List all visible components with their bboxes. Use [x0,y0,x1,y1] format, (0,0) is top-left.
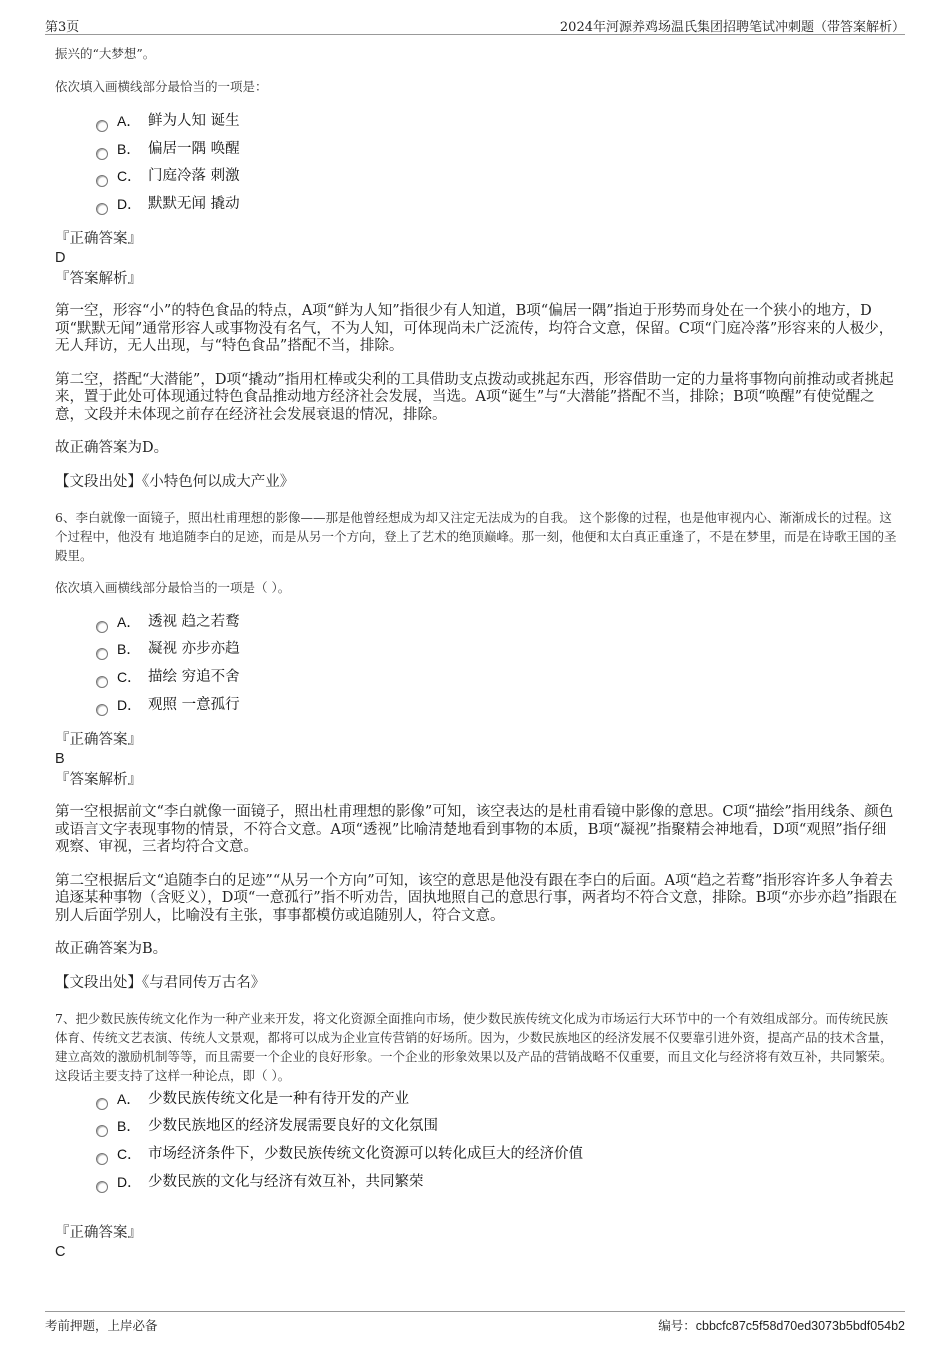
q7-stem: 7、把少数民族传统文化作为一种产业来开发，将文化资源全面推向市场，使少数民族传统文化成为市场运行大环节中的一个有效组成部分。而传统民族体育、传统文艺表演、传统人文景观，都将可以成为企业宣传营销的好场所。因为，少数民族地区的经济发展不仅要靠引进外资，提高产品的技术含量，建立高效的激励机制等等，而且需要一个企业的良好形象。一个企业的形象效果以及产品的营销战略不仅重要，而且文化与经济将有效互补，共同繁荣。 [55,1010,893,1064]
q5-analysis-3: 故正确答案为D。 [55,440,169,457]
document-code-value: cbbcfc87c5f58d70ed3073b5bdf054b2 [695,1319,905,1333]
q6-analysis-1: 第一空根据前文“李白就像一面镜子，照出杜甫理想的影像”可知，该空表达的是杜甫看镜中影像的意思。C项“描绘”指用线条、颜色或语言文字表现事物的情景，不符合文意。A项“透视”比喻清楚地看到事物的本质，B项“凝视”指聚精会神地看，D项“观照”指仔细观察、审视，三者均符合文意。 [55,804,894,856]
q5-stem-tail: 振兴的“大梦想”。 [55,46,156,61]
q6-option-b[interactable]: B． 凝视 亦步亦趋 [55,643,900,671]
document-title: 2024年河源养鸡场温氏集团招聘笔试冲刺题（带答案解析） [559,20,905,35]
q6-analysis-3: 故正确答案为B。 [55,941,168,958]
q5-analysis-label: 『答案解析』 [55,271,142,288]
q5-option-a[interactable]: A． 鲜为人知 诞生 [55,115,900,143]
q6-option-c[interactable]: C． 描绘 穷追不舍 [55,671,900,699]
footer-slogan: 考前押题，上岸必备 [45,1318,158,1333]
radio-icon[interactable] [96,1125,108,1137]
q7-options [55,1090,900,1203]
q5-source: 【文段出处】《小特色何以成大产业》 [55,473,295,490]
radio-icon[interactable] [96,120,108,132]
page-content [55,44,900,1261]
q5-analysis-1: 第一空，形容“小”的特色食品的特点，A项“鲜为人知”指很少有人知道，B项“偏居一隅”指迫于形势而身处在一个狭小的地方，D项“默默无闻”通常形容人或事物没有名气，不为人知，可体现尚未广泛流传，均符合文意，保留。C项“门庭冷落”形容来的人极少，无人拜访，无人出现，与“特色食品”搭配不当，排除。 [55,303,894,355]
radio-icon[interactable] [96,1181,108,1193]
q7-answer: C [55,1244,66,1261]
document-code [658,1316,905,1334]
q7-option-d[interactable]: D． 少数民族的文化与经济有效互补，共同繁荣 [55,1176,900,1204]
q7-option-c[interactable]: C． 市场经济条件下，少数民族传统文化资源可以转化成巨大的经济价值 [55,1148,900,1176]
radio-icon[interactable] [96,621,108,633]
q6-options [55,613,900,726]
q5-analysis-2: 第二空，搭配“大潜能”，D项“撬动”指用杠棒或尖利的工具借助支点拨动或挑起东西，形容借助一定的力量将事物向前推动或者挑起来，置于此处可体现通过特色食品推动地方经济社会发展，当选。A项“诞生”与“大潜能”搭配不当，排除；B项“唤醒”有使觉醒之意，文段并未体现之前存在经济社会发展衰退的情况，排除。 [55,371,894,423]
radio-icon[interactable] [96,648,108,660]
radio-icon[interactable] [96,203,108,215]
document-code-label: 编号： [658,1318,696,1333]
radio-icon[interactable] [96,1153,108,1165]
q7-option-b[interactable]: B． 少数民族地区的经济发展需要良好的文化氛围 [55,1120,900,1148]
q5-option-d[interactable]: D． 默默无闻 撬动 [55,198,900,226]
q6-analysis-label: 『答案解析』 [55,772,142,789]
q6-answer-label: 『正确答案』 [55,732,142,749]
q6-option-d[interactable]: D． 观照 一意孤行 [55,699,900,727]
q7-prompt: 这段话主要支持了这样一种论点，即（ ）。 [55,1067,291,1083]
page-header [45,14,905,35]
q5-prompt: 依次填入画横线部分最恰当的一项是： [55,79,268,94]
q6-analysis-2: 第二空根据后文“追随李白的足迹”“从另一个方向”可知，该空的意思是他没有跟在李白的后面。A项“趋之若鹜”指形容许多人争着去追逐某种事物（含贬义），D项“一意孤行”指不听劝告，固执地照自己的意思行事，两者均不符合文意，排除。B项“亦步亦趋”指跟在别人后面学别人，比喻没有主张，事事都模仿或追随别人，符合文意。 [55,872,898,924]
q6-prompt: 依次填入画横线部分最恰当的一项是（ ）。 [55,579,291,595]
radio-icon[interactable] [96,704,108,716]
radio-icon[interactable] [96,676,108,688]
page-number: 第3页 [45,20,80,35]
q5-answer-label: 『正确答案』 [55,231,142,248]
q5-answer: D [55,250,66,267]
q7-answer-label: 『正确答案』 [55,1225,142,1242]
q6-option-a[interactable]: A． 透视 趋之若鹜 [55,616,900,644]
radio-icon[interactable] [96,1098,108,1110]
q6-stem: 6、李白就像一面镜子，照出杜甫理想的影像——那是他曾经想成为却又注定无法成为的自我。 这个影像的过程，也是他审视内心、渐渐成长的过程。这个过程中，他没有 地追随李白的足迹，而是从另一个方向，登上了艺术的绝顶巅峰。那一刻，他便和太白真正重逢了，不是在梦里，而是在诗歌王国的圣殿里。 [55,509,897,563]
page-footer [45,1311,905,1336]
q6-answer: B [55,751,65,768]
radio-icon[interactable] [96,148,108,160]
q5-option-b[interactable]: B． 偏居一隅 唤醒 [55,143,900,171]
radio-icon[interactable] [96,175,108,187]
q6-source: 【文段出处】《与君同传万古名》 [55,974,266,991]
q7-option-a[interactable]: A． 少数民族传统文化是一种有待开发的产业 [55,1093,900,1121]
q5-options [55,115,900,225]
q5-option-c[interactable]: C． 门庭冷落 刺激 [55,170,900,198]
